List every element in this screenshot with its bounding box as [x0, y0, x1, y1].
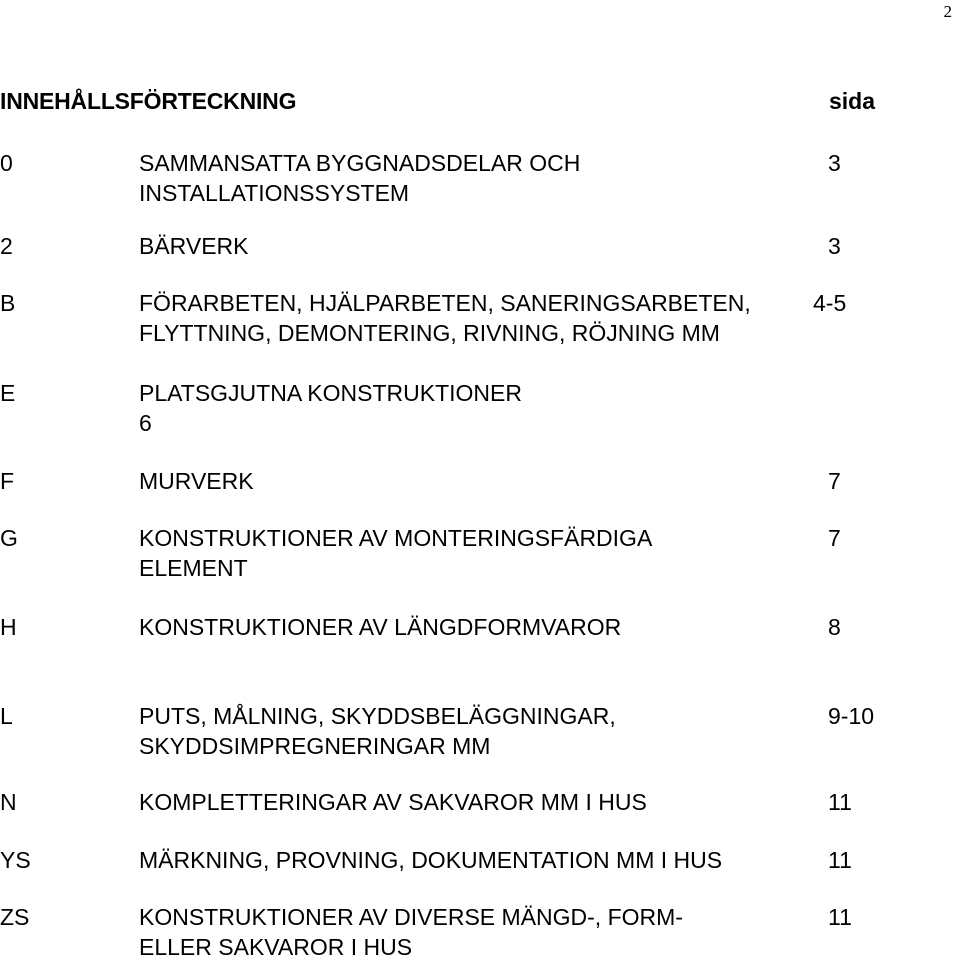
toc-entry-text: SAMMANSATTA BYGGNADSDELAR OCH INSTALLATIONSSYSTEM	[139, 150, 581, 206]
toc-entry-code: G	[0, 525, 18, 551]
toc-entry-code: 0	[0, 150, 13, 176]
toc-entry-text: KONSTRUKTIONER AV MONTERINGSFÄRDIGA ELEMENT	[139, 525, 653, 581]
toc-entry-code: B	[0, 290, 16, 316]
toc-entry-code: E	[0, 380, 16, 406]
toc-entry-page: 11	[828, 904, 852, 930]
toc-entry-code: L	[0, 703, 13, 729]
toc-page-column-header: sida	[829, 88, 876, 114]
toc-entry-code: F	[0, 468, 15, 494]
toc-entry-page: 7	[828, 525, 841, 551]
toc-entry-page: 11	[828, 847, 852, 873]
toc-entry-page: 11	[828, 789, 852, 815]
toc-entry-page: 3	[828, 233, 841, 259]
toc-entry-page: 7	[828, 468, 841, 494]
toc-entry-text: PLATSGJUTNA KONSTRUKTIONER 6	[139, 380, 522, 436]
toc-entry-page: 8	[828, 614, 841, 640]
toc-entry-text: MURVERK	[139, 468, 254, 494]
toc-entry-code: N	[0, 789, 17, 815]
toc-entry-text: BÄRVERK	[139, 233, 249, 259]
toc-entry-page: 4-5	[813, 290, 847, 316]
toc-entry-code: 2	[0, 233, 13, 259]
toc-entry-text: KONSTRUKTIONER AV DIVERSE MÄNGD-, FORM- ELLER SAKVAROR I HUS	[139, 904, 683, 960]
toc-entry-page: 9-10	[828, 703, 875, 729]
toc-entry-text: PUTS, MÅLNING, SKYDDSBELÄGGNINGAR, SKYDDSIMPREGNERINGAR MM	[139, 703, 616, 759]
toc-entry-code: H	[0, 614, 17, 640]
toc-entry-text: KOMPLETTERINGAR AV SAKVAROR MM I HUS	[139, 789, 647, 815]
toc-entry-text: MÄRKNING, PROVNING, DOKUMENTATION MM I HUS	[139, 847, 723, 873]
toc-entry-code: ZS	[0, 904, 30, 930]
toc-entry-text: FÖRARBETEN, HJÄLPARBETEN, SANERINGSARBETEN, FLYTTNING, DEMONTERING, RIVNING, RÖJNING MM	[139, 290, 751, 346]
toc-title: INNEHÅLLSFÖRTECKNING	[0, 88, 297, 114]
toc-entry-page: 3	[828, 150, 841, 176]
page-number: 2	[943, 2, 952, 21]
toc-entry-code: YS	[0, 847, 31, 873]
toc-entry-text: KONSTRUKTIONER AV LÄNGDFORMVAROR	[139, 614, 622, 640]
